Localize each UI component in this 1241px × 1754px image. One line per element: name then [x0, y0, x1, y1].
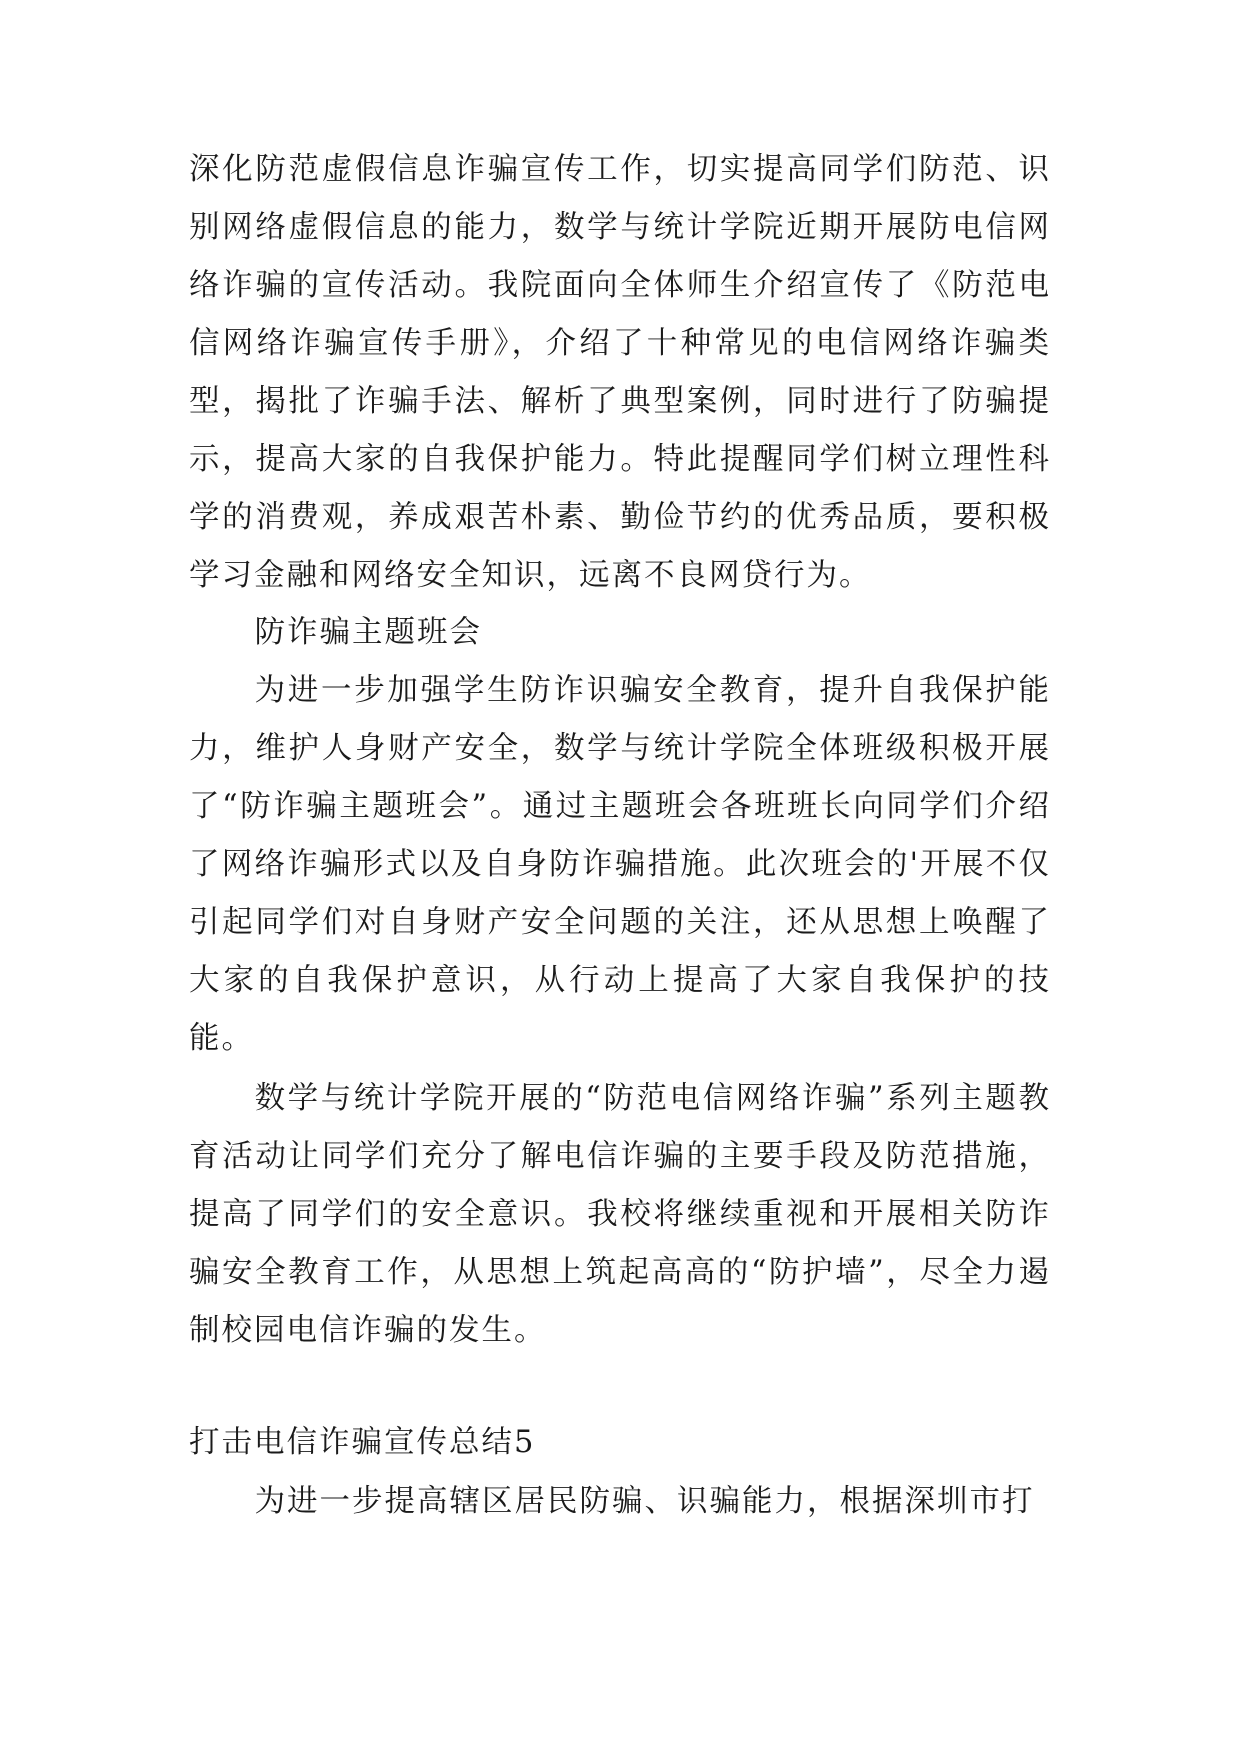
section-title: 打击电信诈骗宣传总结5	[189, 1425, 536, 1460]
body-paragraph: 为进一步提高辖区居民防骗、识骗能力，根据深圳市打	[254, 1484, 1035, 1519]
body-paragraph: 数学与统计学院开展的“防范电信网络诈骗”系列主题教育活动让同学们充分了解电信诈骗的主要手段及防范措施，提高了同学们的安全意识。我校将继续重视和开展相关防诈骗安全教育工作，从思想上筑起高高的“防护墙”，尽全力遏制校园电信诈骗的发生。	[189, 1081, 1051, 1348]
body-paragraph: 为进一步加强学生防诈识骗安全教育，提升自我保护能力，维护人身财产安全，数学与统计学院全体班级积极开展了“防诈骗主题班会”。通过主题班会各班班长向同学们介绍了网络诈骗形式以及自身防诈骗措施。此次班会的'开展不仅引起同学们对自身财产安全问题的关注，还从思想上唤醒了大家的自我保护意识，从行动上提高了大家自我保护的技能。	[189, 673, 1051, 1056]
body-paragraph: 深化防范虚假信息诈骗宣传工作，切实提高同学们防范、识别网络虚假信息的能力，数学与统计学院近期开展防电信网络诈骗的宣传活动。我院面向全体师生介绍宣传了《防范电信网络诈骗宣传手册》，介绍了十种常见的电信网络诈骗类型，揭批了诈骗手法、解析了典型案例，同时进行了防骗提示，提高大家的自我保护能力。特此提醒同学们树立理性科学的消费观，养成艰苦朴素、勤俭节约的优秀品质，要积极学习金融和网络安全知识，远离不良网贷行为。	[189, 152, 1051, 593]
subheading: 防诈骗主题班会	[254, 615, 483, 650]
